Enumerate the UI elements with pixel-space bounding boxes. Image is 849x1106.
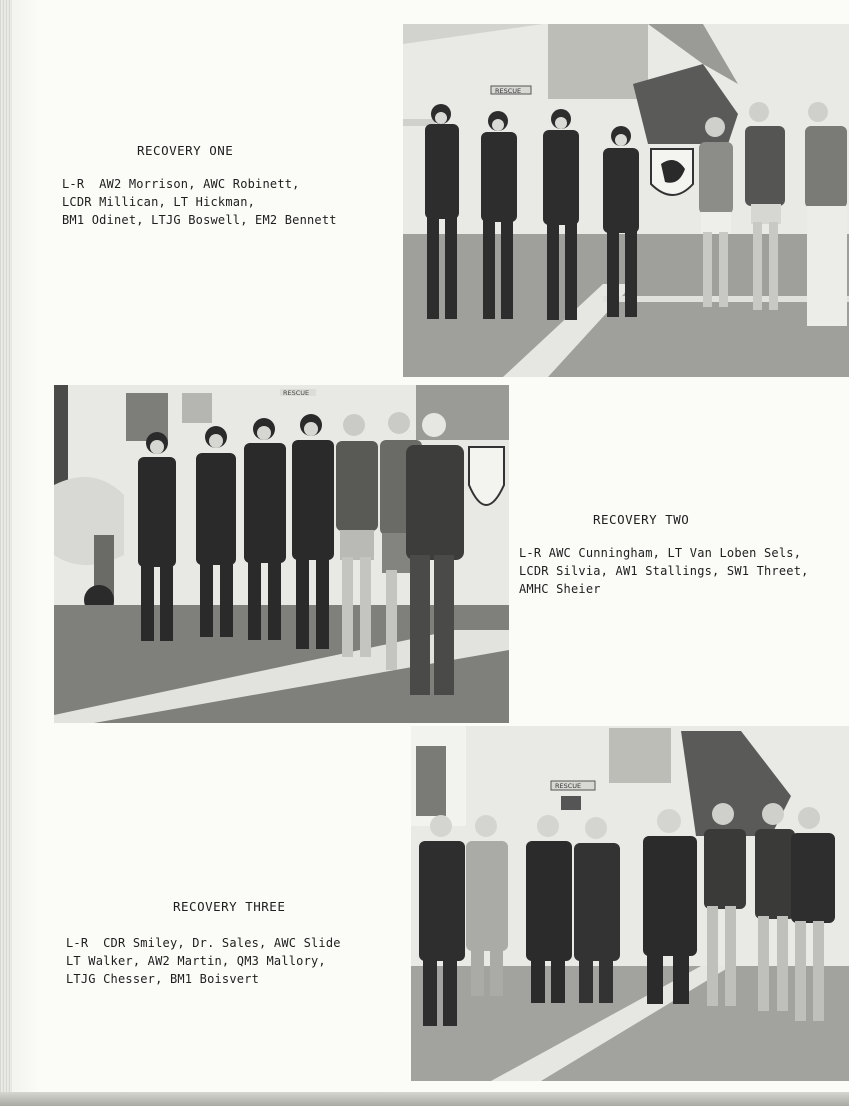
page-bottom-edge [0,1092,849,1106]
rescue-marking-three: RESCUE [555,782,582,790]
recovery-one-title: RECOVERY ONE [137,143,234,158]
recovery-two-line-3: AMHC Sheier [519,582,601,596]
recovery-two-line-1: L-R AWC Cunningham, LT Van Loben Sels, [519,546,802,560]
recovery-one-caption [62,175,337,229]
rescue-marking: RESCUE [495,87,522,95]
recovery-two-title: RECOVERY TWO [593,512,690,527]
recovery-three-line-1: L-R CDR Smiley, Dr. Sales, AWC Slide [66,936,341,950]
recovery-one-line-1: L-R AW2 Morrison, AWC Robinett, [62,177,300,191]
page-stack-edge [0,0,12,1106]
recovery-two-caption [519,544,809,598]
recovery-three-caption [66,934,341,988]
recovery-one-line-2: LCDR Millican, LT Hickman, [62,195,256,209]
recovery-three-line-2: LT Walker, AW2 Martin, QM3 Mallory, [66,954,326,968]
recovery-three-line-3: LTJG Chesser, BM1 Boisvert [66,972,260,986]
recovery-one-line-3: BM1 Odinet, LTJG Boswell, EM2 Bennett [62,213,337,227]
recovery-one-photo [403,24,849,377]
recovery-three-title: RECOVERY THREE [173,899,286,914]
recovery-two-photo [54,385,509,723]
recovery-two-line-2: LCDR Silvia, AW1 Stallings, SW1 Threet, [519,564,809,578]
recovery-three-photo [411,726,849,1081]
rescue-marking-two: RESCUE [283,389,310,397]
